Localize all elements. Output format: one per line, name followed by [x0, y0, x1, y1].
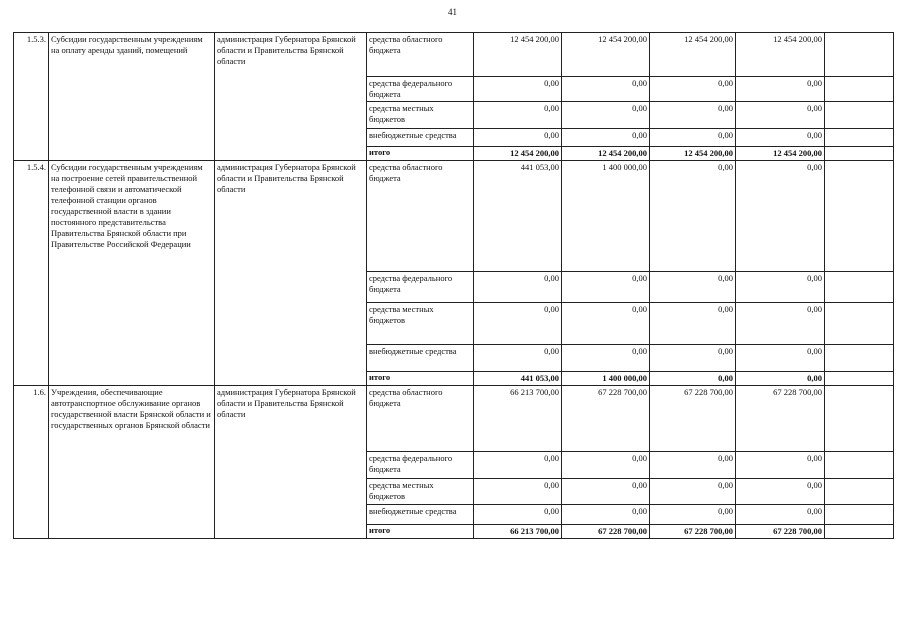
amount-cell: 0,00	[650, 479, 736, 505]
amount-cell: 0,00	[562, 77, 650, 102]
amount-cell: 0,00	[474, 77, 562, 102]
funding-source: внебюджетные средства	[367, 505, 474, 525]
amount-cell: 0,00	[650, 345, 736, 372]
section-executor: администрация Губернатора Брянской области и Правительства Брянской области	[215, 33, 367, 161]
amount-cell: 67 228 700,00	[650, 386, 736, 452]
table-row	[14, 386, 894, 452]
funding-source: итого	[367, 525, 474, 539]
amount-cell: 0,00	[650, 129, 736, 147]
amount-cell: 0,00	[474, 452, 562, 479]
funding-source: итого	[367, 372, 474, 386]
amount-cell: 0,00	[650, 303, 736, 345]
amount-cell: 0,00	[562, 345, 650, 372]
funding-source: средства областного бюджета	[367, 33, 474, 77]
amount-cell: 0,00	[474, 345, 562, 372]
funding-source: средства областного бюджета	[367, 386, 474, 452]
amount-cell: 12 454 200,00	[650, 33, 736, 77]
section-name: Субсидии государственным учреждениям на построение сетей правительственной телефонной связи и автоматической телефонной станции органов государственной власти в здании постоянного представительства Правительства Брянской области при Правительстве Российской Федерации	[49, 161, 215, 386]
amount-cell: 0,00	[736, 452, 825, 479]
amount-cell: 0,00	[736, 161, 825, 272]
amount-cell: 0,00	[736, 102, 825, 129]
empty-cell	[825, 77, 894, 102]
empty-cell	[825, 372, 894, 386]
funding-source: средства областного бюджета	[367, 161, 474, 272]
amount-cell: 0,00	[562, 129, 650, 147]
amount-cell: 0,00	[562, 102, 650, 129]
empty-cell	[825, 161, 894, 272]
amount-cell: 0,00	[474, 129, 562, 147]
amount-cell: 0,00	[474, 102, 562, 129]
section-code: 1.5.4.	[14, 161, 49, 386]
funding-source: внебюджетные средства	[367, 345, 474, 372]
amount-cell: 0,00	[562, 272, 650, 303]
amount-cell: 0,00	[650, 452, 736, 479]
funding-source: итого	[367, 147, 474, 161]
section-name: Учреждения, обеспечивающие автотранспортное обслуживание органов государственной власти Брянской области и государственных органов Брянской области	[49, 386, 215, 539]
table-body	[14, 33, 894, 539]
amount-cell: 12 454 200,00	[562, 33, 650, 77]
amount-cell: 0,00	[736, 129, 825, 147]
empty-cell	[825, 147, 894, 161]
amount-cell: 0,00	[474, 272, 562, 303]
amount-cell: 12 454 200,00	[736, 33, 825, 77]
amount-cell: 66 213 700,00	[474, 525, 562, 539]
empty-cell	[825, 452, 894, 479]
amount-cell: 0,00	[736, 505, 825, 525]
funding-source: средства местных бюджетов	[367, 303, 474, 345]
empty-cell	[825, 272, 894, 303]
section-code: 1.5.3.	[14, 33, 49, 161]
amount-cell: 67 228 700,00	[562, 525, 650, 539]
empty-cell	[825, 505, 894, 525]
amount-cell: 0,00	[650, 505, 736, 525]
amount-cell: 12 454 200,00	[474, 147, 562, 161]
amount-cell: 1 400 000,00	[562, 161, 650, 272]
amount-cell: 12 454 200,00	[650, 147, 736, 161]
amount-cell: 0,00	[650, 272, 736, 303]
empty-cell	[825, 525, 894, 539]
page-number: 41	[448, 7, 457, 17]
empty-cell	[825, 33, 894, 77]
amount-cell: 0,00	[650, 102, 736, 129]
amount-cell: 0,00	[736, 345, 825, 372]
amount-cell: 0,00	[562, 479, 650, 505]
amount-cell: 441 053,00	[474, 372, 562, 386]
empty-cell	[825, 102, 894, 129]
amount-cell: 441 053,00	[474, 161, 562, 272]
amount-cell: 67 228 700,00	[650, 525, 736, 539]
funding-source-label: внебюджетные средства	[369, 130, 457, 141]
amount-cell: 0,00	[650, 372, 736, 386]
budget-table	[13, 32, 894, 539]
amount-cell: 0,00	[562, 303, 650, 345]
funding-source: средства федерального бюджета	[367, 452, 474, 479]
amount-cell: 0,00	[736, 479, 825, 505]
table-row	[14, 33, 894, 77]
funding-source: средства федерального бюджета	[367, 77, 474, 102]
amount-cell: 66 213 700,00	[474, 386, 562, 452]
amount-cell: 1 400 000,00	[562, 372, 650, 386]
funding-source: средства федерального бюджета	[367, 272, 474, 303]
amount-cell: 67 228 700,00	[562, 386, 650, 452]
amount-cell: 0,00	[736, 303, 825, 345]
funding-source: средства местных бюджетов	[367, 479, 474, 505]
funding-source	[367, 129, 474, 147]
table-row	[14, 161, 894, 272]
empty-cell	[825, 479, 894, 505]
section-executor: администрация Губернатора Брянской области и Правительства Брянской области	[215, 161, 367, 386]
amount-cell: 0,00	[736, 272, 825, 303]
amount-cell: 0,00	[650, 77, 736, 102]
funding-source: средства местных бюджетов	[367, 102, 474, 129]
section-executor: администрация Губернатора Брянской области и Правительства Брянской области	[215, 386, 367, 539]
amount-cell: 0,00	[474, 505, 562, 525]
amount-cell: 0,00	[650, 161, 736, 272]
amount-cell: 0,00	[474, 303, 562, 345]
amount-cell: 0,00	[562, 452, 650, 479]
empty-cell	[825, 345, 894, 372]
section-name: Субсидии государственным учреждениям на оплату аренды зданий, помещений	[49, 33, 215, 161]
amount-cell: 0,00	[562, 505, 650, 525]
amount-cell: 12 454 200,00	[736, 147, 825, 161]
amount-cell: 67 228 700,00	[736, 386, 825, 452]
amount-cell: 0,00	[736, 372, 825, 386]
section-code: 1.6.	[14, 386, 49, 539]
amount-cell: 0,00	[474, 479, 562, 505]
empty-cell	[825, 129, 894, 147]
amount-cell: 67 228 700,00	[736, 525, 825, 539]
amount-cell: 0,00	[736, 77, 825, 102]
empty-cell	[825, 386, 894, 452]
amount-cell: 12 454 200,00	[562, 147, 650, 161]
empty-cell	[825, 303, 894, 345]
amount-cell: 12 454 200,00	[474, 33, 562, 77]
